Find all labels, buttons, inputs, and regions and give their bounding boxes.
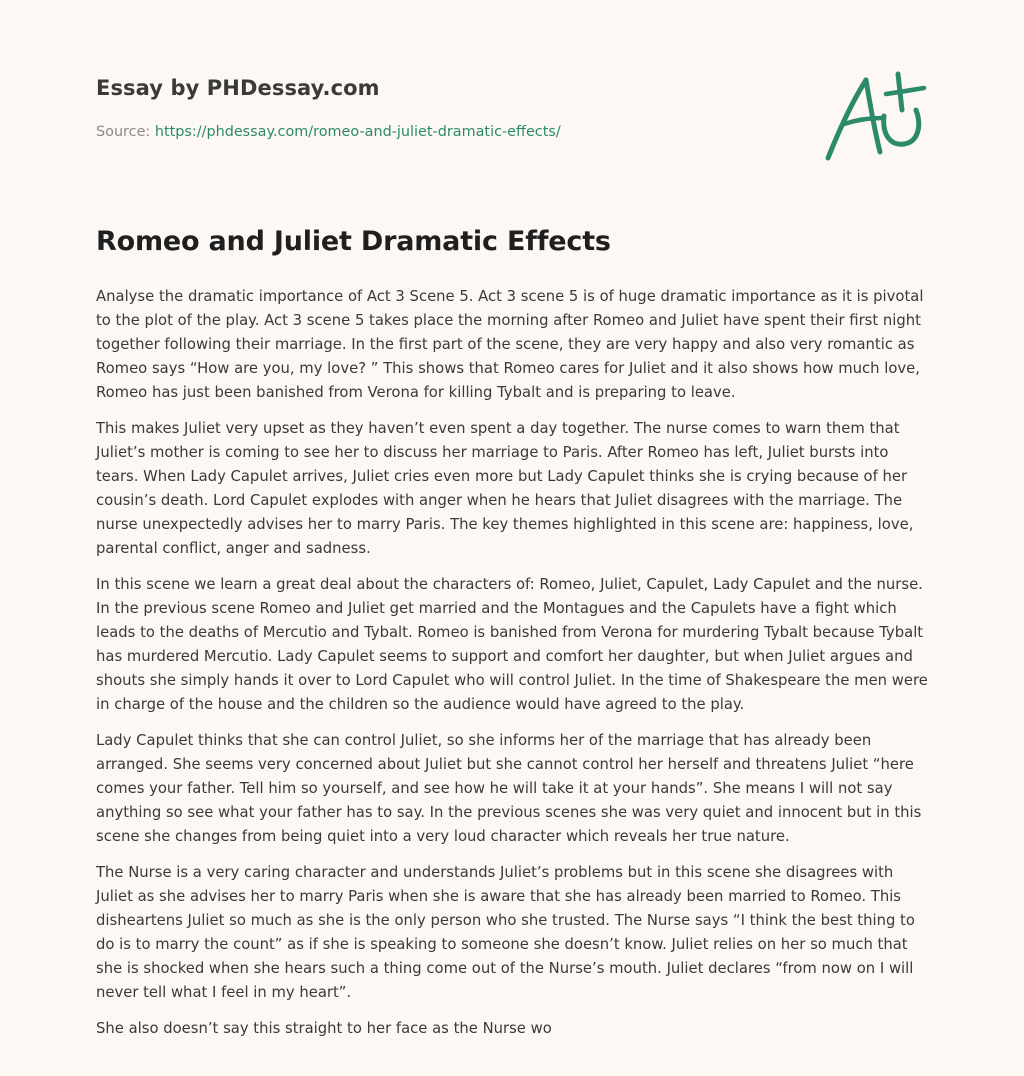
source-line (96, 124, 561, 140)
essay-paragraph: Lady Capulet thinks that she can control Juliet, so she informs her of the marriage that has already been arranged. She seems very concerned about Juliet but she cannot control her herself and threatens Juliet “here comes your father. Tell him so yourself, and see how he will take it at your hands”. She means I will not say anything so see what your father has to say. In the previous scenes she was very quiet and innocent but in this scene she changes from being quiet into a very loud character which reveals her true nature. (96, 732, 922, 845)
source-label: Source: (96, 124, 155, 140)
essay-title: Romeo and Juliet Dramatic Effects (96, 226, 611, 257)
essay-paragraph: Analyse the dramatic importance of Act 3 Scene 5. Act 3 scene 5 is of huge dramatic importance as it is pivotal to the plot of the play. Act 3 scene 5 takes place the morning after Romeo and Juliet have spent their first night together following their marriage. In the first part of the scene, they are very happy and also very romantic as Romeo says “How are you, my love? ” This shows that Romeo cares for Juliet and it also shows how much love, Romeo has just been banished from Verona for killing Tybalt and is preparing to leave. (96, 288, 924, 401)
site-brand: Essay by PHDessay.com (96, 76, 380, 100)
essay-paragraph: In this scene we learn a great deal about the characters of: Romeo, Juliet, Capulet, Lady Capulet and the nurse. In the previous scene Romeo and Juliet get married and the Montagues and the Capulets have a fight which leads to the deaths of Mercutio and Tybalt. Romeo is banished from Verona for murdering Tybalt because Tybalt has murdered Mercutio. Lady Capulet seems to support and comfort her daughter, but when Juliet argues and shouts she simply hands it over to Lord Capulet who will control Juliet. In the time of Shakespeare the men were in charge of the house and the children so the audience would have agreed to the play. (96, 576, 928, 713)
essay-body (96, 285, 932, 1053)
essay-paragraph: The Nurse is a very caring character and understands Juliet’s problems but in this scene she disagrees with Juliet as she advises her to marry Paris when she is aware that she has already been married to Romeo. This disheartens Juliet so much as she is the only person who she trusted. The Nurse says “I think the best thing to do is to marry the count” as if she is speaking to someone she doesn’t know. Juliet relies on her so much that she is shocked when she hears such a thing come out of the Nurse’s mouth. Juliet declares “from now on I will never tell what I feel in my heart”. (96, 864, 915, 1001)
essay-paragraph: She also doesn’t say this straight to her face as the Nurse wo (96, 1020, 552, 1037)
source-link[interactable]: https://phdessay.com/romeo-and-juliet-dramatic-effects/ (154, 124, 561, 140)
a-plus-logo-icon (818, 66, 930, 166)
essay-paragraph: This makes Juliet very upset as they haven’t even spent a day together. The nurse comes to warn them that Juliet’s mother is coming to see her to discuss her marriage to Paris. After Romeo has left, Juliet bursts into tears. When Lady Capulet arrives, Juliet cries even more but Lady Capulet thinks she is crying because of her cousin’s death. Lord Capulet explodes with anger when he hears that Juliet disagrees with the marriage. The nurse unexpectedly advises her to marry Paris. The key themes highlighted in this scene are: happiness, love, parental conflict, anger and sadness. (96, 420, 914, 557)
